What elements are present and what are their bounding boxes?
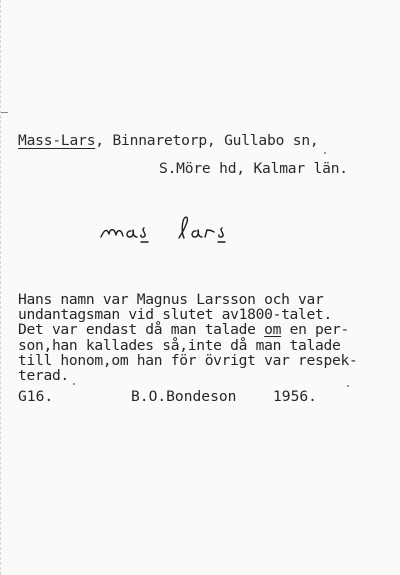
entry-description (18, 292, 393, 383)
collector-name: B.O.Bondeson (131, 388, 237, 405)
handwritten-name (97, 210, 247, 250)
ink-speck (324, 152, 326, 154)
record-year: 1956. (273, 388, 317, 405)
archive-code: G16. (18, 388, 54, 405)
description-line-3: Det var endast då man talade (18, 321, 265, 339)
description-line-3-end: en per- (281, 321, 349, 339)
handwritten-m (101, 230, 123, 237)
description-line-5: till honom,om han för övrigt var respek- (18, 351, 358, 369)
entry-district-line: S.Möre hd, Kalmar län. (159, 160, 348, 177)
description-line-2: undantagsman vid slutet av1800-talet. (18, 306, 332, 324)
handwritten-a (127, 230, 137, 237)
handwritten-r (205, 230, 214, 237)
entry-heading-line (18, 133, 319, 149)
ink-speck (347, 385, 349, 387)
handwritten-s (141, 228, 145, 237)
description-underlined-word: om (264, 321, 282, 339)
handwritten-s2 (219, 228, 223, 237)
description-line-6: terad. (18, 367, 69, 385)
heading-location: , Binnaretorp, Gullabo sn, (95, 132, 319, 149)
handwritten-l (179, 217, 187, 238)
headword: Mass-Lars (18, 132, 96, 149)
description-line-1: Hans namn var Magnus Larsson och var (18, 291, 324, 308)
ink-speck (73, 383, 75, 385)
card-edge-mark (1, 112, 8, 113)
description-line-4: son,han kallades så,inte då man talade (18, 336, 341, 354)
handwritten-a2 (192, 230, 202, 237)
